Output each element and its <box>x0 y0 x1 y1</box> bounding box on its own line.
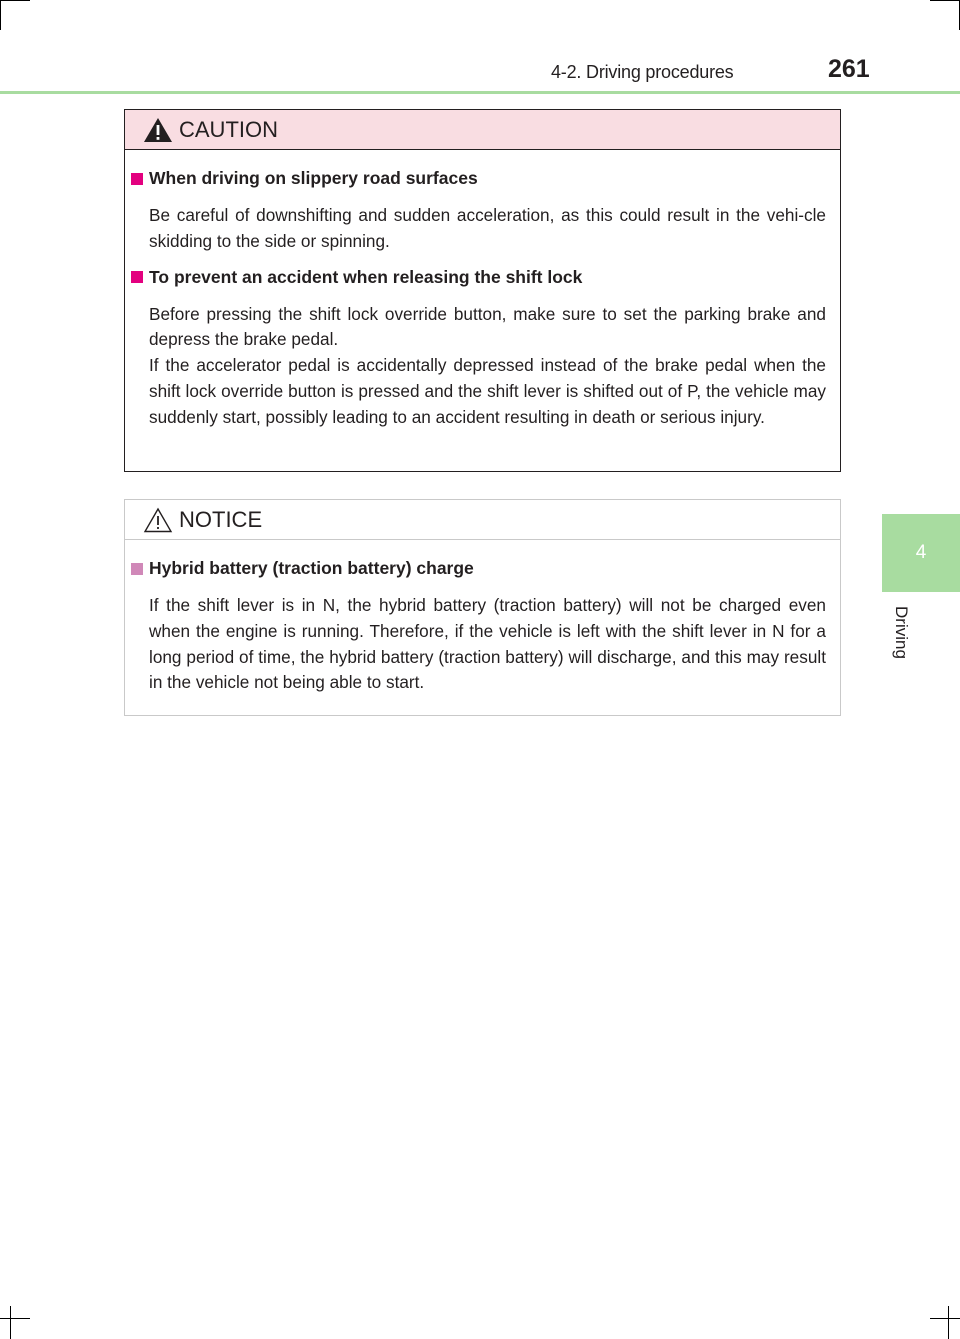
crop-mark <box>930 0 960 1</box>
section-title: 4-2. Driving procedures <box>551 62 734 82</box>
chapter-number: 4 <box>915 542 927 563</box>
crop-mark <box>930 1318 960 1319</box>
page-number: 261 <box>828 55 870 83</box>
notice-body <box>125 540 840 696</box>
caution-heading: CAUTION <box>179 116 278 142</box>
notice-box <box>124 499 841 716</box>
crop-mark <box>0 0 30 1</box>
caution-body <box>125 150 840 431</box>
caution-header <box>125 110 840 150</box>
warning-triangle-icon <box>143 117 173 143</box>
caution-item-text: Be careful of downshifting and sudden acceleration, as this could result in the vehi-cle skidding to the side or spinning. <box>149 205 826 251</box>
crop-mark <box>948 1306 949 1339</box>
caution-item-text: If the accelerator pedal is accidentally depressed instead of the brake pedal when the shift lock override button is pressed and the shift lever is shifted out of P, the vehicle may suddenly start, possibly leading to an accident resulting in death or serious injury. <box>149 355 826 427</box>
notice-item-title: Hybrid battery (traction battery) charge <box>149 558 826 579</box>
chapter-tab <box>882 514 960 592</box>
caution-item-title: When driving on slippery road surfaces <box>149 168 826 189</box>
caution-item-text: Before pressing the shift lock override button, make sure to set the parking brake and depress the brake pedal. <box>149 303 826 350</box>
notice-heading: NOTICE <box>179 506 263 532</box>
square-bullet-icon <box>131 271 143 283</box>
square-bullet-icon <box>131 563 143 575</box>
warning-triangle-outline-icon <box>143 507 173 533</box>
notice-item-text: If the shift lever is in N, the hybrid battery (traction battery) will not be charged even when the engine is running. Therefore, if the vehicle is left with the shift lever in N for a long period of time, the hybrid battery (traction battery) will discharge, and this may result in the vehicle not being able to start. <box>149 595 826 693</box>
caution-box <box>124 109 841 472</box>
notice-header <box>125 500 840 540</box>
header-rule <box>0 91 960 94</box>
square-bullet-icon <box>131 173 143 185</box>
crop-mark <box>0 0 1 30</box>
crop-mark <box>0 1318 30 1319</box>
caution-item-title: To prevent an accident when releasing the shift lock <box>149 267 826 288</box>
crop-mark <box>10 1306 11 1339</box>
chapter-label: Driving <box>892 606 911 659</box>
